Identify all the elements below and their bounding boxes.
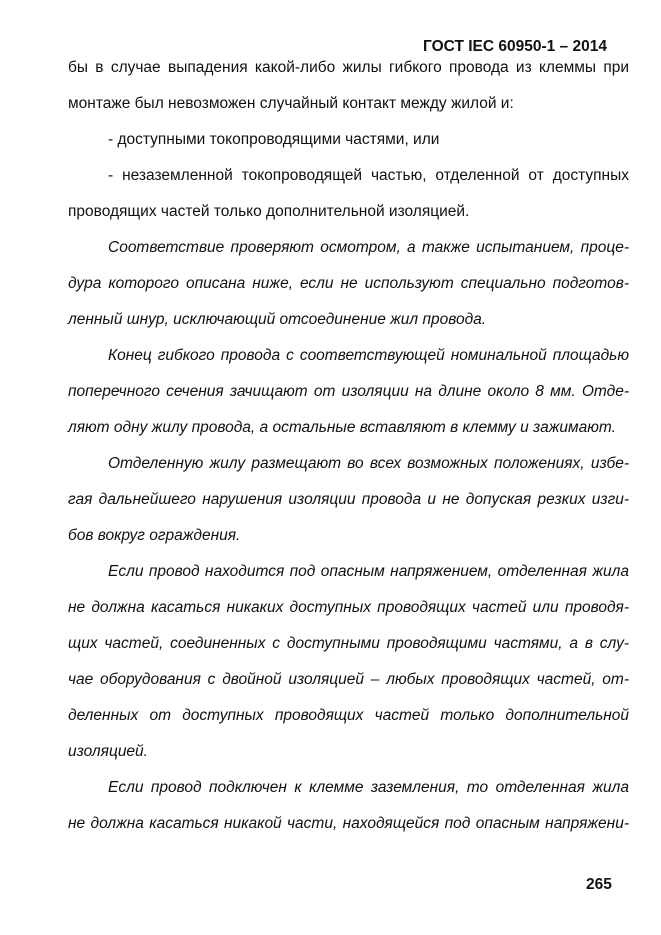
list-item: - незаземленной токопроводящей частью, отделенной от доступных [108,167,629,184]
text-line: бов вокруг ограждения. [68,527,241,544]
text-line: Отделенную жилу размещают во всех возможных положениях, избе- [108,455,629,472]
text-line: Соответствие проверяют осмотром, а также испытанием, проце- [108,239,629,256]
body-text [68,57,629,849]
text-line: поперечного сечения зачищают от изоляции на длине около 8 мм. Отде- [68,383,629,400]
text-line: гая дальнейшего нарушения изоляции провода и не допуская резких изги- [68,491,629,508]
text-line: не должна касаться никаких доступных проводящих частей или проводя- [68,599,629,616]
text-line: бы в случае выпадения какой-либо жилы гибкого провода из клеммы при [68,59,629,76]
text-line: Если провод находится под опасным напряжением, отделенная жила [108,563,629,580]
list-item: - доступными токопроводящими частями, или [108,131,440,148]
text-line: не должна касаться никакой части, находящейся под опасным напряжени- [68,815,629,832]
text-line: ленный шнур, исключающий отсоединение жил провода. [68,311,487,328]
text-line: деленных от доступных проводящих частей только дополнительной [68,707,629,724]
text-line: Если провод подключен к клемме заземления, то отделенная жила [108,779,629,796]
text-line: щих частей, соединенных с доступными проводящими частями, а в слу- [68,635,629,652]
text-line: чае оборудования с двойной изоляцией – любых проводящих частей, от- [68,671,629,688]
text-line: монтаже был невозможен случайный контакт между жилой и: [68,95,514,112]
document-header: ГОСТ IEC 60950-1 – 2014 [423,38,607,55]
text-line: изоляцией. [68,743,148,760]
text-line: ляют одну жилу провода, а остальные вставляют в клемму и зажимают. [68,419,616,436]
text-line: Конец гибкого провода с соответствующей номинальной площадью [108,347,629,364]
page-number: 265 [586,876,612,893]
text-line: проводящих частей только дополнительной изоляцией. [68,203,470,220]
text-line: дура которого описана ниже, если не используют специально подготов- [68,275,629,292]
